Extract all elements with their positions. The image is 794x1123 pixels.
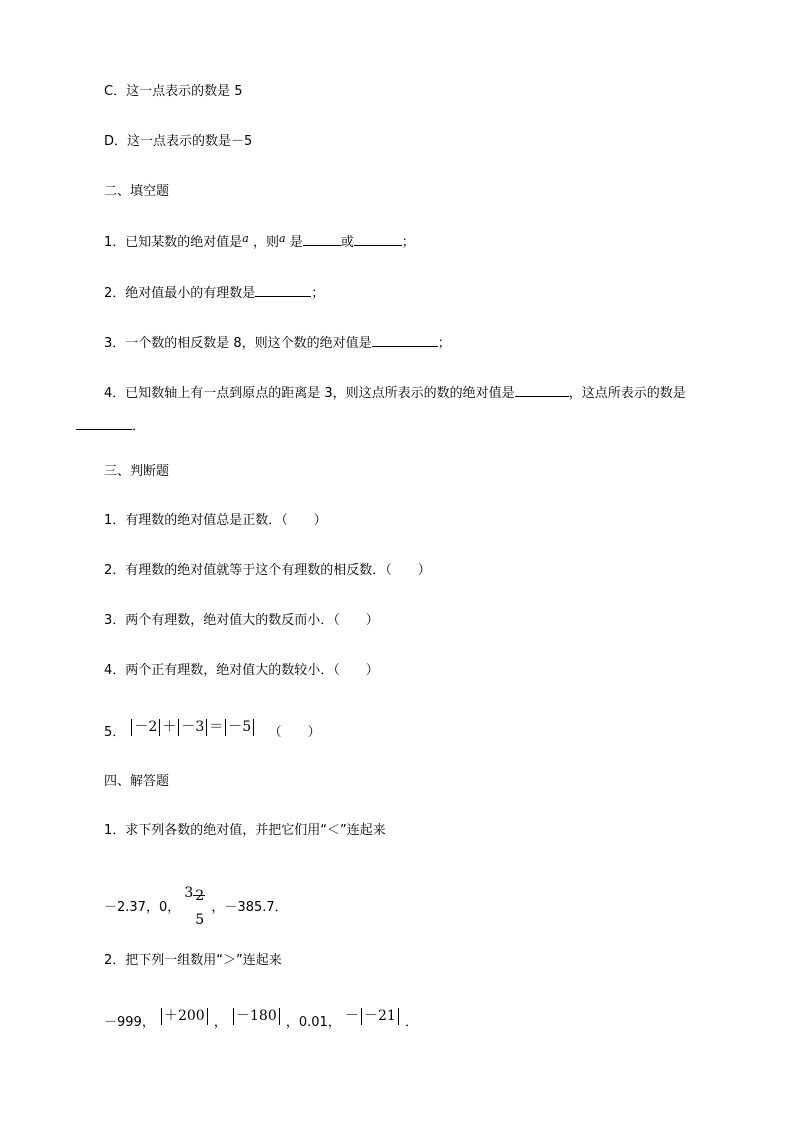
judge-question-5: 5． －2 ＋ －3 ＝ －5 （ ） bbox=[104, 719, 321, 740]
fill-question-2: 2．绝对值最小的有理数是 ； bbox=[104, 286, 325, 301]
answer-blank[interactable] bbox=[303, 233, 341, 246]
abs-equation: －2 ＋ －3 ＝ －5 bbox=[129, 719, 260, 735]
answer-question-2: 2．把下列一组数用“＞”连起来 bbox=[104, 953, 282, 968]
fill-question-4-cont: ． bbox=[76, 417, 145, 435]
option-c: C．这一点表示的数是 5 bbox=[104, 84, 243, 99]
fill-question-1: 1．已知某数的绝对值是$^a$ ，则$^a$ 是 或 ； bbox=[104, 232, 415, 250]
section-answer-heading: 四、解答题 bbox=[104, 774, 170, 789]
fill-question-4: 4．已知数轴上有一点到原点的距离是 3，则这点所表示的数的绝对值是 ，这点所表示的数是 bbox=[104, 386, 686, 401]
option-d: D．这一点表示的数是－5 bbox=[104, 134, 253, 149]
answer-blank[interactable] bbox=[354, 233, 402, 246]
answer-question-1-list: －2.37，0， 3 2 5 ，－385.7． bbox=[104, 873, 288, 918]
section-judge-heading: 三、判断题 bbox=[104, 464, 170, 479]
judge-question-2: 2．有理数的绝对值就等于这个有理数的相反数．（ ） bbox=[104, 563, 431, 578]
judge-question-4: 4．两个正有理数，绝对值大的数较小．（ ） bbox=[104, 663, 379, 678]
judge-question-1: 1．有理数的绝对值总是正数．（ ） bbox=[104, 513, 327, 528]
judge-question-3: 3．两个有理数，绝对值大的数反而小．（ ） bbox=[104, 613, 379, 628]
fraction: 2 5 bbox=[195, 887, 205, 928]
answer-question-1: 1．求下列各数的绝对值，并把它们用“＜”连起来 bbox=[104, 823, 386, 838]
answer-blank[interactable] bbox=[76, 417, 132, 430]
fill-question-3: 3．一个数的相反数是 8，则这个数的绝对值是 ； bbox=[104, 336, 451, 351]
answer-blank[interactable] bbox=[515, 384, 569, 397]
answer-blank[interactable] bbox=[372, 334, 438, 347]
answer-question-2-list: －999， ＋200 ， －180 ，0.01， － －21 ． bbox=[104, 1008, 418, 1030]
answer-blank[interactable] bbox=[255, 284, 311, 297]
section-fill-heading: 二、填空题 bbox=[104, 184, 170, 199]
